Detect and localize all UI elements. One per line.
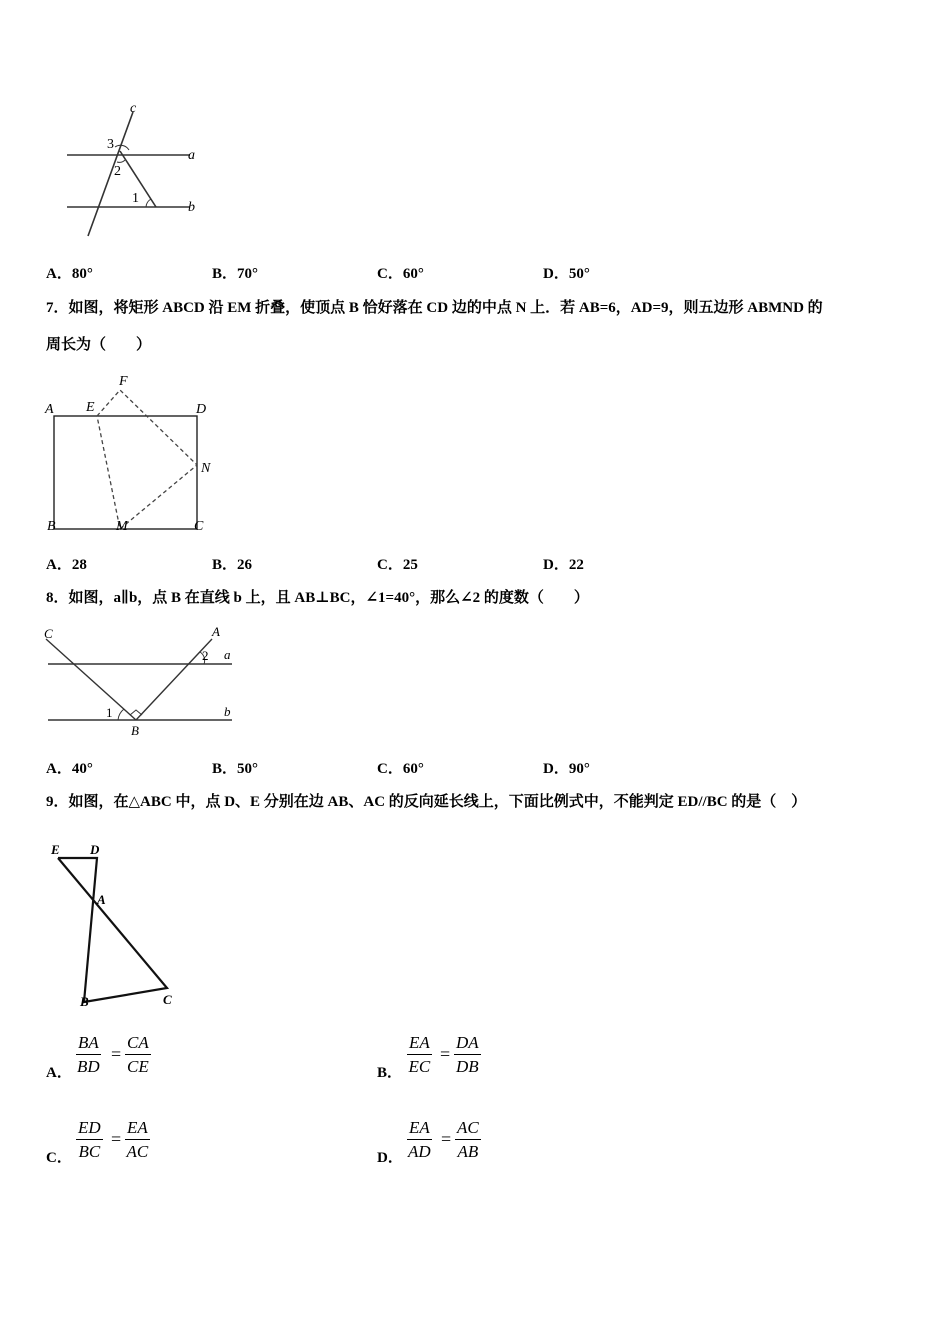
q6-option-c[interactable] [377,262,424,283]
option-letter: B． [377,1065,403,1081]
option-letter: A． [46,557,72,573]
label-E: E [86,400,95,415]
q7-option-d[interactable] [543,553,584,574]
fraction-right [454,1033,481,1077]
label-A: A [97,892,106,907]
q9-option-c[interactable] [46,1117,186,1172]
fraction-left [407,1118,432,1162]
q8-figure [40,622,240,740]
denominator: EC [408,1057,431,1076]
equals-sign: = [440,1044,451,1064]
denominator: CE [127,1057,149,1076]
label-B: B [47,519,56,534]
numerator: BA [76,1033,101,1055]
q9-figure [40,836,190,1016]
label-E: E [51,842,60,857]
q8-option-a[interactable] [46,757,93,778]
label-angle2: 2 [114,164,121,179]
denominator: AD [408,1142,431,1161]
option-letter: B． [212,266,238,282]
q8-option-b[interactable] [212,757,258,778]
option-value: 90° [568,761,590,777]
label-D: D [196,402,207,417]
fold-lines [97,390,197,529]
label-C: C [163,992,172,1007]
label-c: c [130,101,137,116]
q6-figure [55,100,215,245]
option-letter: B． [212,557,238,573]
option-value: 40° [71,761,93,777]
option-letter: D． [543,266,569,282]
denominator: AC [126,1142,149,1161]
label-A: A [212,624,220,639]
option-value: 50° [237,761,259,777]
line-c [88,112,133,236]
equals-sign: = [111,1044,122,1064]
numerator: EA [125,1118,150,1140]
q7-stem-line1: 7．如图，将矩形 ABCD 沿 EM 折叠，使顶点 B 恰好落在 CD 边的中点 N 上．若 AB=6，AD=9，则五边形 ABMND 的 [46,300,823,316]
denominator: BD [77,1057,100,1076]
numerator: CA [125,1033,151,1055]
label-M: M [116,519,128,534]
q6-option-d[interactable] [543,262,590,283]
option-letter: C． [377,557,403,573]
q6-option-a[interactable] [46,262,93,283]
q7-option-c[interactable] [377,553,418,574]
numerator: ED [76,1118,103,1140]
option-letter: C． [46,1150,72,1166]
fraction-left [76,1118,103,1162]
q8-stem: 8．如图，a∥b，点 B 在直线 b 上，且 AB⊥BC，∠1=40°，那么∠2 的度数（ ） [46,590,589,606]
option-value: 60° [402,761,424,777]
option-letter: D． [543,557,569,573]
numerator: AC [455,1118,481,1140]
option-letter: D． [543,761,569,777]
fraction-right [455,1118,481,1162]
option-letter: C． [377,266,403,282]
option-letter: A． [46,266,72,282]
option-value: 50° [568,266,590,282]
numerator: EA [407,1118,432,1140]
q8-option-c[interactable] [377,757,424,778]
q7-stem-line2: 周长为（ ） [46,337,152,353]
q9-option-a[interactable] [46,1032,186,1087]
option-value: 80° [71,266,93,282]
segment-BC [46,639,136,720]
denominator: DB [456,1057,479,1076]
angle3-arc [115,145,129,150]
q9-option-d[interactable] [377,1117,517,1172]
option-value: 26 [237,557,253,573]
option-letter: B． [212,761,238,777]
q8-option-d[interactable] [543,757,590,778]
q7-option-a[interactable] [46,553,87,574]
option-letter: D． [377,1150,403,1166]
angle1-arc [146,199,151,207]
equals-sign: = [441,1129,452,1149]
option-value: 60° [402,266,424,282]
q6-option-b[interactable] [212,262,258,283]
option-value: 22 [568,557,584,573]
option-value: 25 [402,557,418,573]
label-angle1: 1 [132,191,139,206]
label-b: b [188,200,195,215]
triangles [58,858,167,1002]
label-N: N [201,461,211,476]
label-b: b [224,704,231,719]
segment-BA [136,639,212,720]
q7-option-b[interactable] [212,553,252,574]
label-a: a [224,647,231,662]
q9-option-b[interactable] [377,1032,517,1087]
option-letter: A． [46,761,72,777]
label-A: A [45,402,54,417]
fraction-left [407,1033,432,1077]
fraction-right [125,1033,151,1077]
q9-stem: 9．如图，在△ABC 中，点 D、E 分别在边 AB、AC 的反向延长线上，下面比例式中，不能判定 ED//BC 的是（ ） [46,794,807,810]
label-angle3: 3 [107,137,114,152]
fraction-right [125,1118,150,1162]
label-C: C [194,519,204,534]
label-angle1: 1 [106,705,113,720]
label-D: D [90,842,100,857]
right-angle-mark [130,710,142,715]
angle1-arc [118,709,124,720]
label-a: a [188,148,195,163]
denominator: BC [78,1142,101,1161]
label-F: F [119,374,128,389]
option-letter: A． [46,1065,72,1081]
angle2-arc [117,160,125,162]
option-value: 28 [71,557,87,573]
numerator: DA [454,1033,481,1055]
fraction-left [76,1033,101,1077]
rectangle [54,416,197,529]
q7-figure [40,370,220,535]
denominator: AB [457,1142,479,1161]
equals-sign: = [111,1129,122,1149]
label-B: B [80,994,89,1009]
option-value: 70° [237,266,259,282]
numerator: EA [407,1033,432,1055]
option-letter: C． [377,761,403,777]
label-C: C [44,626,53,641]
label-angle2: 2 [202,648,209,663]
label-B: B [131,723,139,738]
